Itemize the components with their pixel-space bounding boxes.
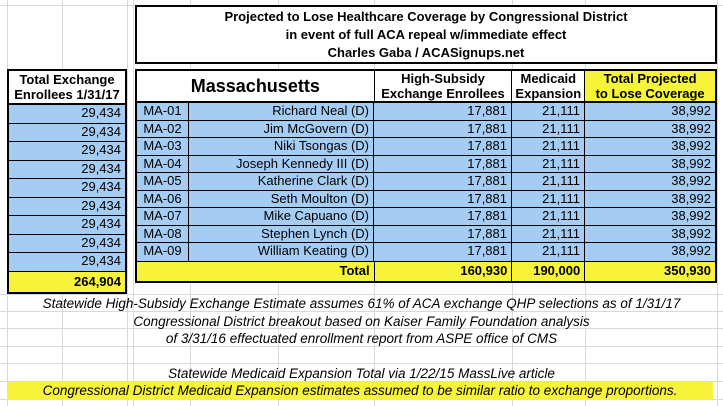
- medicaid-value-cell[interactable]: 21,111: [512, 103, 585, 121]
- note-aspe-report[interactable]: of 3/31/16 effectuated enrollment report from ASPE office of CMS: [165, 331, 558, 346]
- exchange-value-cell[interactable]: 17,881: [374, 191, 512, 209]
- rep-name-cell[interactable]: William Keating (D): [189, 243, 374, 261]
- exchange-enrollees-cell[interactable]: 29,434: [9, 142, 125, 161]
- rep-name-cell[interactable]: Niki Tsongas (D): [189, 138, 374, 156]
- total-exchange-header-line-1: Total Exchange: [19, 72, 115, 87]
- exchange-value-cell[interactable]: 17,881: [374, 208, 512, 226]
- exchange-value-cell[interactable]: 17,881: [374, 103, 512, 121]
- medicaid-header-line-1: Medicaid: [520, 71, 577, 86]
- district-row: [137, 103, 715, 121]
- medicaid-header-line-2: Expansion: [515, 86, 582, 101]
- total-label-cell[interactable]: Total: [137, 262, 375, 281]
- exchange-enrollees-cell[interactable]: 29,434: [9, 253, 125, 271]
- total-exchange-header-line-2: Enrollees 1/31/17: [14, 87, 120, 102]
- total-value-cell[interactable]: 38,992: [585, 226, 715, 244]
- table-header-row: [137, 71, 715, 103]
- total-value-cell[interactable]: 38,992: [585, 156, 715, 174]
- exchange-value-cell[interactable]: 17,881: [374, 173, 512, 191]
- district-row: [137, 156, 715, 174]
- title-block[interactable]: [135, 5, 717, 64]
- total-exchange-panel: [7, 69, 127, 294]
- medicaid-value-cell[interactable]: 21,111: [512, 226, 585, 244]
- title-line-1: Projected to Lose Healthcare Coverage by Congressional District: [224, 8, 628, 24]
- exchange-enrollees-cell[interactable]: 29,434: [9, 235, 125, 254]
- high-subsidy-header-cell[interactable]: [375, 71, 513, 101]
- rep-name-cell[interactable]: Richard Neal (D): [189, 103, 374, 121]
- district-code-cell[interactable]: MA-05: [137, 173, 189, 191]
- district-code-cell[interactable]: MA-03: [137, 138, 189, 156]
- exchange-value-cell[interactable]: 17,881: [374, 243, 512, 261]
- district-code-cell[interactable]: MA-02: [137, 121, 189, 139]
- district-code-cell[interactable]: MA-04: [137, 156, 189, 174]
- medicaid-total-sum-cell[interactable]: 190,000: [512, 262, 585, 281]
- rep-name-cell[interactable]: Katherine Clark (D): [189, 173, 374, 191]
- rep-name-cell[interactable]: Stephen Lynch (D): [189, 226, 374, 244]
- total-value-cell[interactable]: 38,992: [585, 243, 715, 261]
- grand-total-cell[interactable]: 350,930: [585, 262, 715, 281]
- high-subsidy-header-line-1: High-Subsidy: [401, 71, 485, 86]
- exchange-value-cell[interactable]: 17,881: [374, 138, 512, 156]
- rep-name-cell[interactable]: Seth Moulton (D): [189, 191, 374, 209]
- title-line-3: Charles Gaba / ACASignups.net: [327, 44, 525, 60]
- medicaid-value-cell[interactable]: 21,111: [512, 138, 585, 156]
- district-code-cell[interactable]: MA-01: [137, 103, 189, 121]
- total-value-cell[interactable]: 38,992: [585, 191, 715, 209]
- rep-name-cell[interactable]: Mike Capuano (D): [189, 208, 374, 226]
- note-kaiser-breakout[interactable]: Congressional District breakout based on Kaiser Family Foundation analysis: [133, 313, 590, 329]
- state-header-cell[interactable]: Massachusetts: [137, 71, 375, 101]
- exchange-value-cell[interactable]: 17,881: [374, 156, 512, 174]
- district-code-cell[interactable]: MA-06: [137, 191, 189, 209]
- total-value-cell[interactable]: 38,992: [585, 208, 715, 226]
- district-row: [137, 208, 715, 226]
- medicaid-value-cell[interactable]: 21,111: [512, 208, 585, 226]
- medicaid-header-cell[interactable]: [512, 71, 585, 101]
- medicaid-value-cell[interactable]: 21,111: [512, 156, 585, 174]
- exchange-total-cell[interactable]: 264,904: [9, 271, 125, 292]
- exchange-enrollees-cell[interactable]: 29,434: [9, 179, 125, 198]
- total-value-cell[interactable]: 38,992: [585, 138, 715, 156]
- district-row: [137, 138, 715, 156]
- district-row: [137, 121, 715, 139]
- total-projected-header-line-1: Total Projected: [603, 71, 697, 86]
- district-table: [135, 69, 717, 283]
- high-subsidy-header-line-2: Exchange Enrollees: [381, 86, 505, 101]
- exchange-enrollees-cell[interactable]: 29,434: [9, 161, 125, 180]
- district-code-cell[interactable]: MA-08: [137, 226, 189, 244]
- rep-name-cell[interactable]: Joseph Kennedy III (D): [189, 156, 374, 174]
- total-projected-header-line-2: to Lose Coverage: [595, 86, 705, 101]
- district-code-cell[interactable]: MA-07: [137, 208, 189, 226]
- district-row: [137, 173, 715, 191]
- total-value-cell[interactable]: 38,992: [585, 103, 715, 121]
- title-line-2: in event of full ACA repeal w/immediate effect: [285, 26, 567, 42]
- district-row: [137, 226, 715, 244]
- note-medicaid-ratio-highlighted[interactable]: Congressional District Medicaid Expansion estimates assumed to be similar ratio to exchange proportions.: [7, 382, 713, 400]
- district-row: [137, 243, 715, 261]
- medicaid-value-cell[interactable]: 21,111: [512, 121, 585, 139]
- medicaid-value-cell[interactable]: 21,111: [512, 243, 585, 261]
- note-medicaid-source[interactable]: Statewide Medicaid Expansion Total via 1/22/15 MassLive article: [168, 365, 555, 381]
- table-total-row: [137, 261, 715, 281]
- exchange-value-cell[interactable]: 17,881: [374, 121, 512, 139]
- exchange-enrollees-cell[interactable]: 29,434: [9, 216, 125, 235]
- exchange-value-cell[interactable]: 17,881: [374, 226, 512, 244]
- medicaid-value-cell[interactable]: 21,111: [512, 191, 585, 209]
- total-value-cell[interactable]: 38,992: [585, 121, 715, 139]
- district-row: [137, 191, 715, 209]
- exchange-enrollees-cell[interactable]: 29,434: [9, 105, 125, 124]
- total-exchange-header-cell[interactable]: [9, 71, 125, 105]
- total-projected-header-cell[interactable]: [585, 71, 715, 101]
- exchange-enrollees-cell[interactable]: 29,434: [9, 124, 125, 143]
- rep-name-cell[interactable]: Jim McGovern (D): [189, 121, 374, 139]
- exchange-enrollees-cell[interactable]: 29,434: [9, 198, 125, 217]
- district-code-cell[interactable]: MA-09: [137, 243, 189, 261]
- total-value-cell[interactable]: 38,992: [585, 173, 715, 191]
- exchange-total-sum-cell[interactable]: 160,930: [375, 262, 513, 281]
- note-exchange-estimate[interactable]: Statewide High-Subsidy Exchange Estimate assumes 61% of ACA exchange QHP selections as of 1/31/17: [42, 296, 681, 311]
- medicaid-value-cell[interactable]: 21,111: [512, 173, 585, 191]
